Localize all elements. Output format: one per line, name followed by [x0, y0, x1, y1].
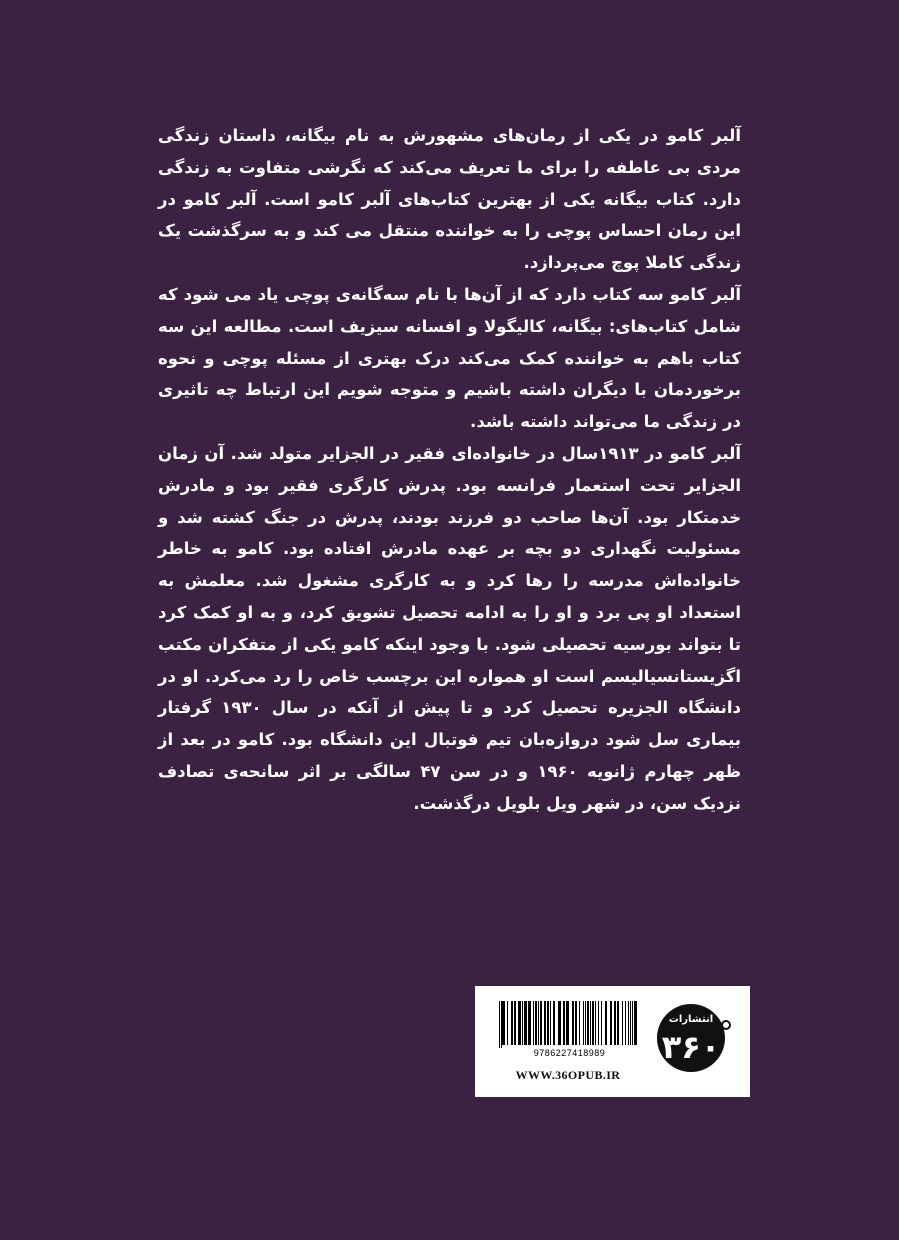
back-cover-text — [158, 120, 741, 820]
publisher-info-box — [475, 986, 750, 1097]
isbn-number: 9786227418989 — [497, 1048, 642, 1059]
barcode — [497, 1001, 642, 1063]
logo-label: انتشارات — [668, 1014, 714, 1025]
logo-icon — [653, 996, 733, 1076]
paragraph-1: آلبر کامو در یکی از رمان‌های مشهورش به نام بیگانه، داستان زندگی مردی بی عاطفه را برای ما تعریف می‌کند که نگرشی متفاوت به زندگی دارد. کتاب بیگانه یکی از بهترین کتاب‌های آلبر کامو است. آلبر کامو در این رمان احساس پوچی را به خواننده منتقل می کند و به سرگذشت یک زندگی کاملا پوچ می‌پردازد. — [158, 126, 741, 273]
barcode-bars — [497, 1001, 642, 1049]
paragraph-3: آلبر کامو در ۱۹۱۳سال در خانواده‌ای فقیر در الجزایر متولد شد. آن زمان الجزایر تحت استعمار فرانسه بود. پدرش کارگری فقیر بود و مادرش خدمتکار بود. آن‌ها صاحب دو فرزند بودند، پدرش در جنگ کشته شد و مسئولیت نگهداری دو بچه بر عهده مادرش افتاده بود. کامو به خاطر خانواده‌اش مدرسه را رها کرد و به کارگری مشغول شد. معلمش به استعداد او پی برد و او را به ادامه تحصیل تشویق کرد، و به او کمک کرد تا بتواند بورسیه تحصیلی شود. با وجود اینکه کامو یکی از متفکران مکتب اگزیستانسیالیسم است او همواره این برچسب خاص را رد می‌کرد. او در دانشگاه الجزیره تحصیل کرد و تا پیش از آنکه در سال ۱۹۳۰ گرفتار بیماری سل شود دروازه‌بان تیم فوتبال این دانشگاه بود. کامو در بعد از ظهر چهارم ژانویه ۱۹۶۰ و در سن ۴۷ سالگی بر اثر سانحه‌ی تصادف نزدیک سن، در شهر ویل بلویل درگذشت. — [158, 443, 742, 813]
publisher-website: WWW.36OPUB.IR — [515, 1068, 621, 1082]
publisher-logo — [653, 996, 733, 1076]
paragraph-2: آلبر کامو سه کتاب دارد که از آن‌ها با نام سه‌گانه‌ی پوچی یاد می شود که شامل کتاب‌های: بیگانه، کالیگولا و افسانه سیزیف است. مطالعه این سه کتاب باهم به خواننده کمک می‌کند درک بهتری از مسئله پوچی و نحوه برخوردمان با دیگران داشته باشیم و متوجه شویم این ارتباط چه تاثیری در زندگی ما می‌تواند داشته باشد. — [158, 284, 741, 432]
logo-number: ۳۶۰ — [661, 1028, 721, 1066]
